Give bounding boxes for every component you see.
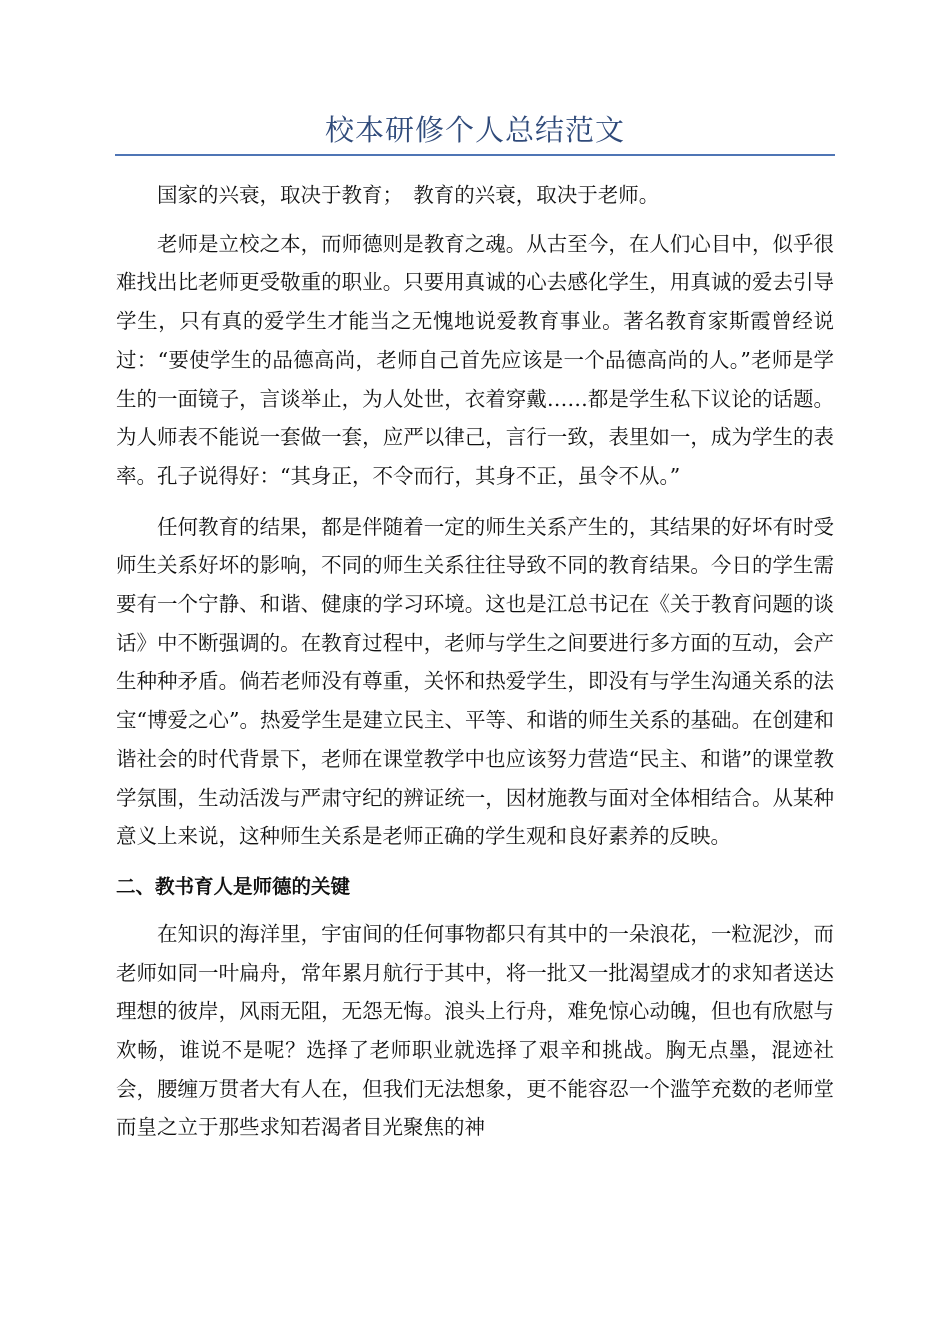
paragraph-2: 老师是立校之本，而师德则是教育之魂。从古至今，在人们心目中，似乎很难找出比老师更受敬重的职业。只要用真诚的心去感化学生，用真诚的爱去引导学生，只有真的爱学生才能当之无愧地说爱教育事业。著名教育家斯霞曾经说过：“要使学生的品德高尚，老师自己首先应该是一个品德高尚的人。”老师是学生的一面镜子，言谈举止，为人处世，衣着穿戴……都是学生私下议论的话题。为人师表不能说一套做一套，应严以律己，言行一致，表里如一，成为学生的表率。孔子说得好：“其身正，不令而行，其身不正，虽令不从。” <box>116 231 834 488</box>
paragraph-1: 国家的兴衰，取决于教育； 教育的兴衰，取决于老师。 <box>157 183 660 207</box>
page-title: 校本研修个人总结范文 <box>324 113 625 147</box>
title-underline <box>115 154 835 156</box>
paragraph-3: 任何教育的结果，都是伴随着一定的师生关系产生的，其结果的好坏有时受师生关系好坏的影响，不同的师生关系往往导致不同的教育结果。今日的学生需要有一个宁静、和谐、健康的学习环境。这也是江总书记在《关于教育问题的谈话》中不断强调的。在教育过程中，老师与学生之间要进行多方面的互动，会产生种种矛盾。倘若老师没有尊重，关怀和热爱学生，即没有与学生沟通关系的法宝“博爱之心”。热爱学生是建立民主、平等、和谐的师生关系的基础。在创建和谐社会的时代背景下，老师在课堂教学中也应该努力营造“民主、和谐”的课堂教学氛围，生动活泼与严肃守纪的辨证统一，因材施教与面对全体相结合。从某种意义上来说，这种师生关系是老师正确的学生观和良好素养的反映。 <box>116 514 834 849</box>
section-heading: 二、教书育人是师德的关键 <box>116 874 351 898</box>
paragraph-4: 在知识的海洋里，宇宙间的任何事物都只有其中的一朵浪花，一粒泥沙，而老师如同一叶扁舟，常年累月航行于其中，将一批又一批渴望成才的求知者送达理想的彼岸，风雨无阻，无怨无悔。浪头上行舟，难免惊心动魄，但也有欣慰与欢畅，谁说不是呢？选择了老师职业就选择了艰辛和挑战。胸无点墨，混迹社会，腰缠万贯者大有人在，但我们无法想象，更不能容忍一个滥竽充数的老师堂而皇之立于那些求知若渴者目光聚焦的神 <box>116 921 834 1140</box>
document-body <box>116 176 834 1159</box>
